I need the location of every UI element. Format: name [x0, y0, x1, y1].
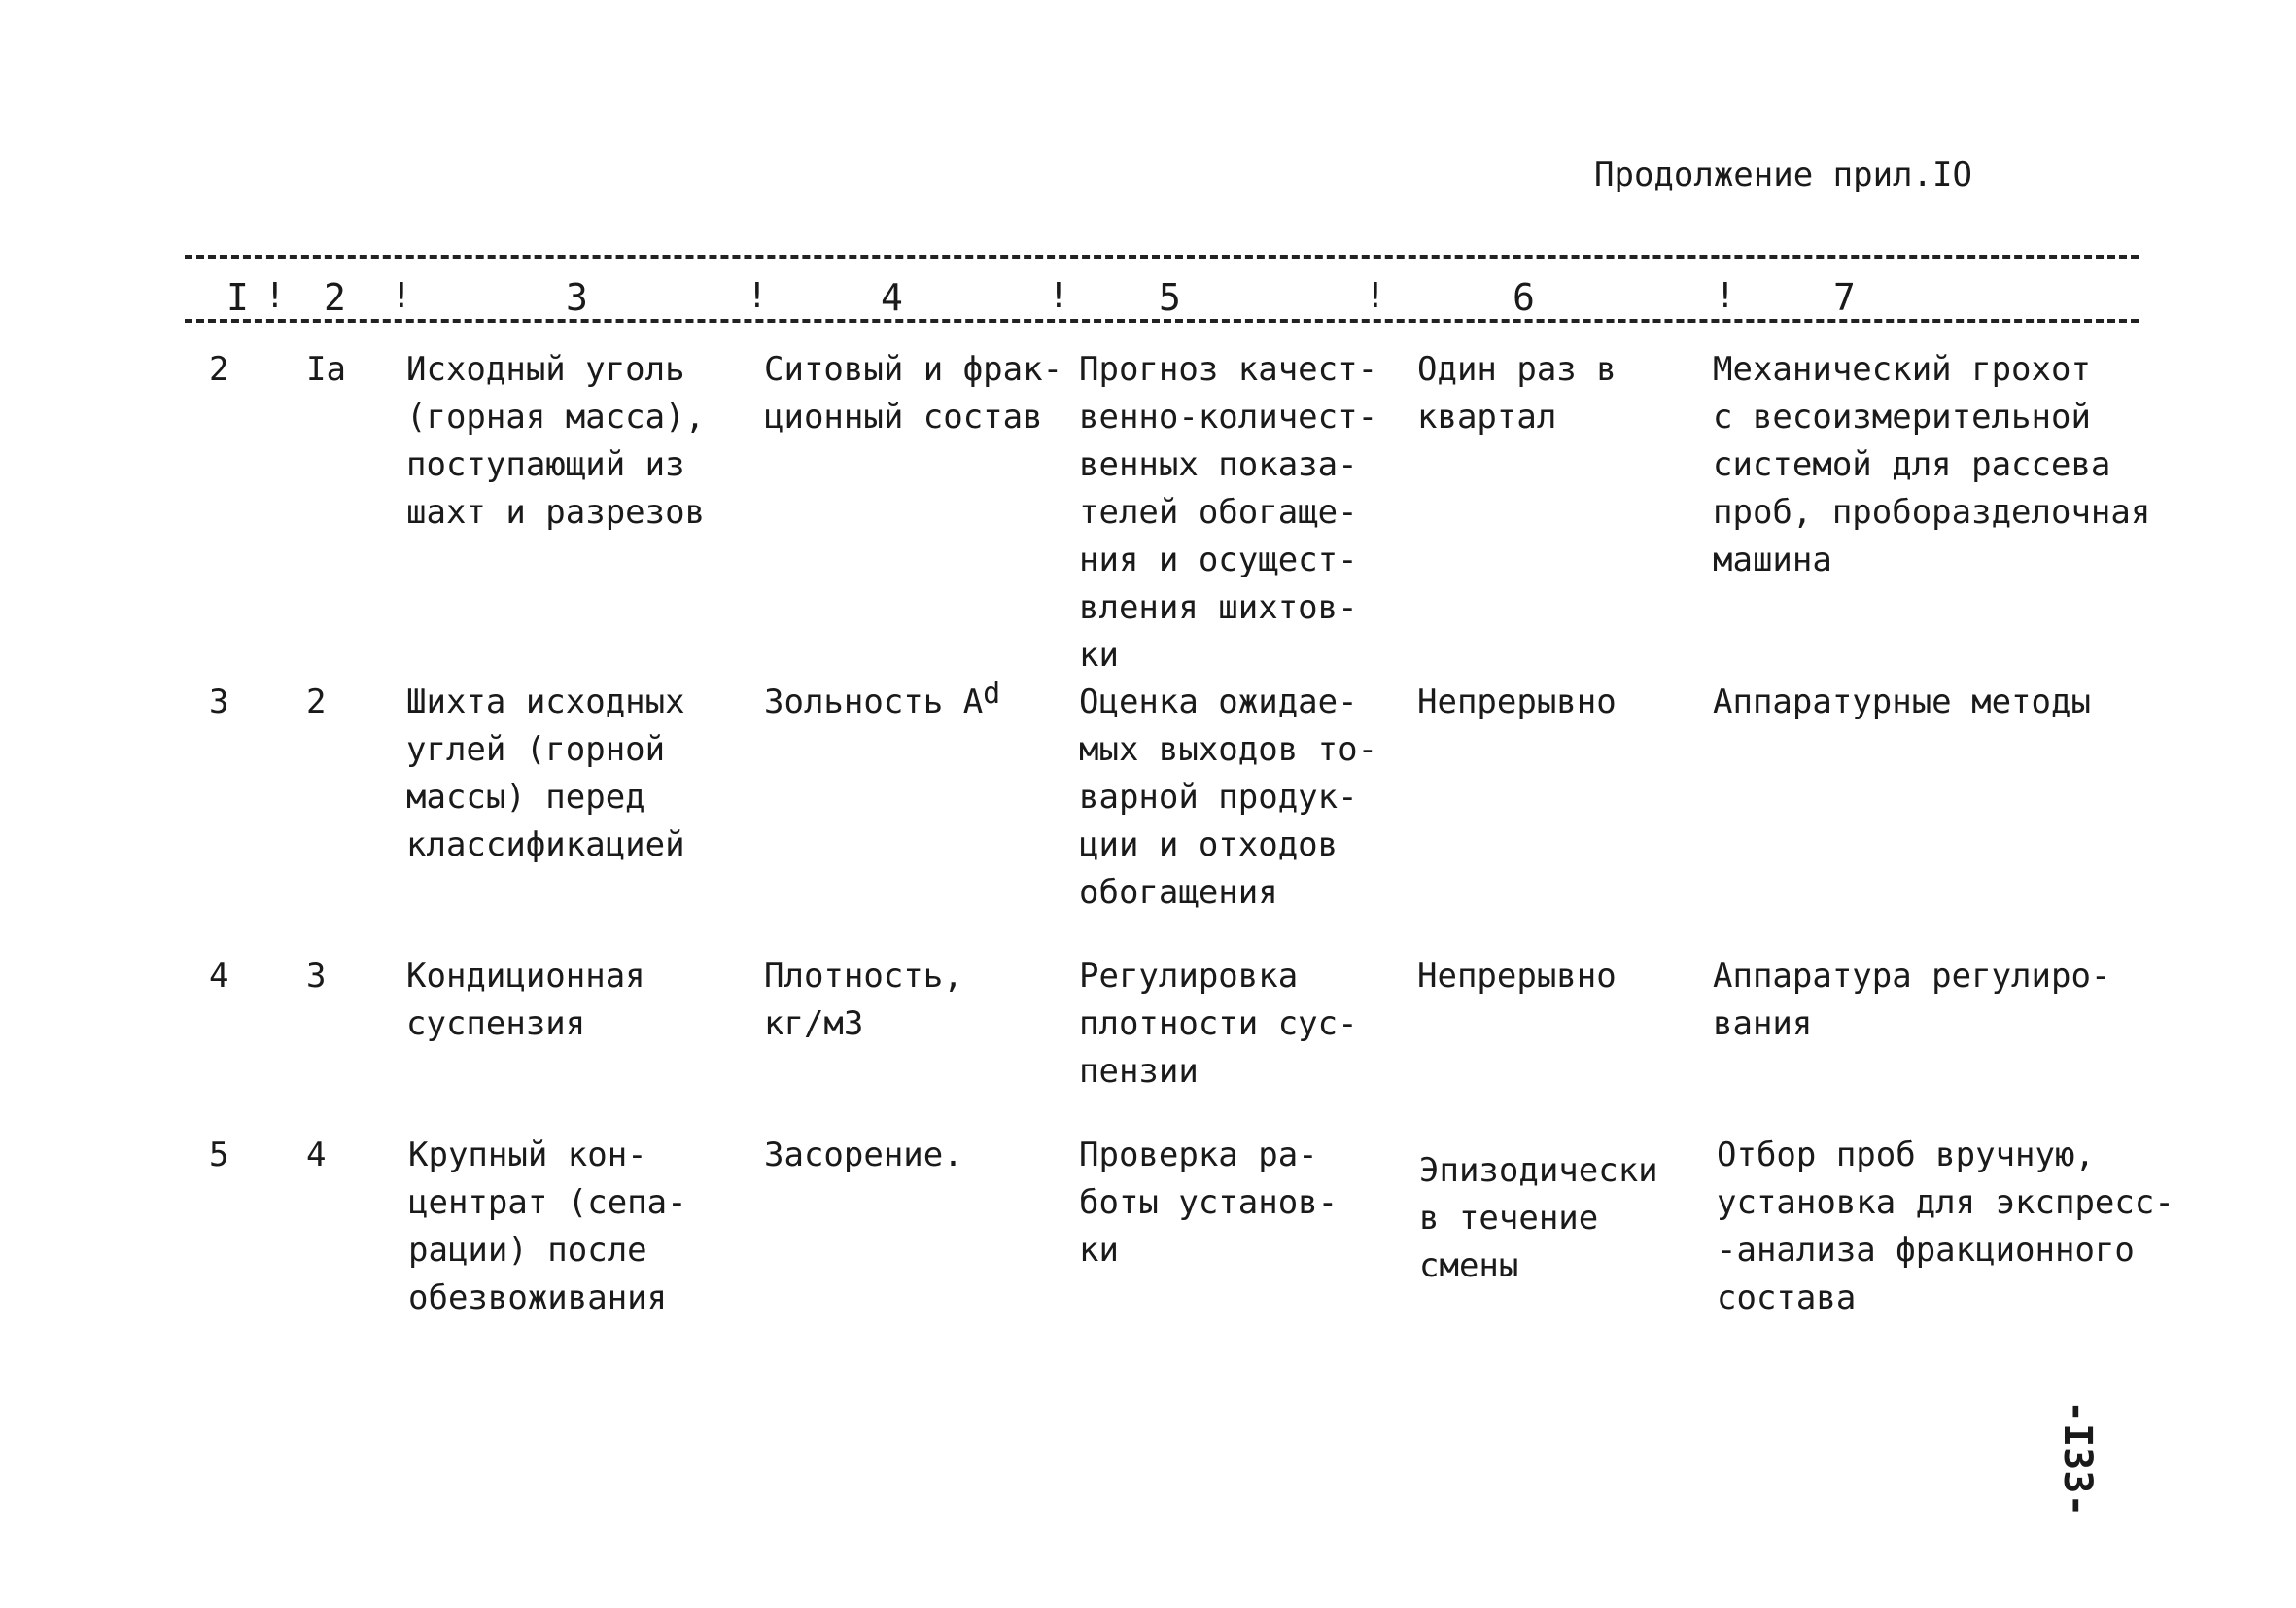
column-separator: !: [1365, 276, 1386, 316]
cell-row-number: 5: [209, 1136, 229, 1174]
cell-method: Механический грохот с весоизмерительной системой для рассева проб, проборазделочная машина: [1713, 350, 2151, 579]
cell-control-object: Исходный уголь (горная масса), поступающий из шахт и разрезов: [406, 350, 706, 532]
cell-purpose: Прогноз качест- венно-количест- венных показа- телей обогаще- ния и осущест- вления шихтов- ки: [1079, 350, 1378, 675]
cell-row-number: 2: [209, 350, 229, 389]
cell-method: Отбор проб вручную, установка для экспресс- -анализа фракционного состава: [1717, 1136, 2174, 1317]
column-number-3: 3: [566, 276, 588, 319]
cell-parameter: Плотность, кг/м3: [764, 957, 963, 1043]
column-separator: !: [1048, 276, 1069, 316]
cell-frequency: Непрерывно: [1417, 957, 1617, 996]
cell-point-number: Ia: [306, 350, 346, 389]
cell-frequency: Один раз в квартал: [1417, 350, 1617, 437]
cell-method: Аппаратурные методы: [1713, 682, 2091, 721]
column-number-2: 2: [324, 276, 346, 319]
cell-parameter: Засорение.: [764, 1136, 963, 1174]
table-header-rule: [185, 319, 2139, 323]
ash-label: Зольность A: [764, 682, 984, 721]
ash-superscript: d: [983, 677, 1001, 711]
cell-parameter: [764, 679, 1000, 727]
cell-frequency: Непрерывно: [1417, 682, 1617, 721]
cell-purpose: Регулировка плотности сус- пензии: [1079, 957, 1358, 1091]
column-separator: !: [391, 276, 412, 316]
page-number: -I33-: [2055, 1400, 2100, 1518]
cell-method: Аппаратура регулиро- вания: [1713, 957, 2111, 1043]
cell-purpose: Оценка ожидае- мых выходов то- варной продук- ции и отходов обогащения: [1079, 682, 1378, 912]
cell-row-number: 4: [209, 957, 229, 996]
column-number-1: I: [226, 276, 249, 319]
cell-parameter: Ситовый и фрак- ционный состав: [764, 350, 1063, 437]
column-number-5: 5: [1159, 276, 1181, 319]
cell-control-object: Крупный кон- центрат (сепа- рации) после обезвоживания: [408, 1136, 687, 1317]
column-separator: !: [264, 276, 286, 316]
cell-point-number: 4: [306, 1136, 327, 1174]
column-number-6: 6: [1513, 276, 1535, 319]
cell-point-number: 3: [306, 957, 327, 996]
cell-frequency: Эпизодически в течение смены: [1419, 1151, 1658, 1285]
column-separator: !: [1715, 276, 1736, 316]
column-number-4: 4: [881, 276, 903, 319]
cell-control-object: Шихта исходных углей (горной массы) перед классификацией: [406, 682, 685, 864]
cell-control-object: Кондиционная суспензия: [406, 957, 645, 1043]
cell-row-number: 3: [209, 682, 229, 721]
column-number-7: 7: [1833, 276, 1856, 319]
cell-purpose: Проверка ра- боты установ- ки: [1079, 1136, 1339, 1270]
column-separator: !: [747, 276, 768, 316]
cell-point-number: 2: [306, 682, 327, 721]
table-top-rule: [185, 255, 2139, 259]
continuation-label: Продолжение прил.IO: [1594, 156, 1972, 194]
